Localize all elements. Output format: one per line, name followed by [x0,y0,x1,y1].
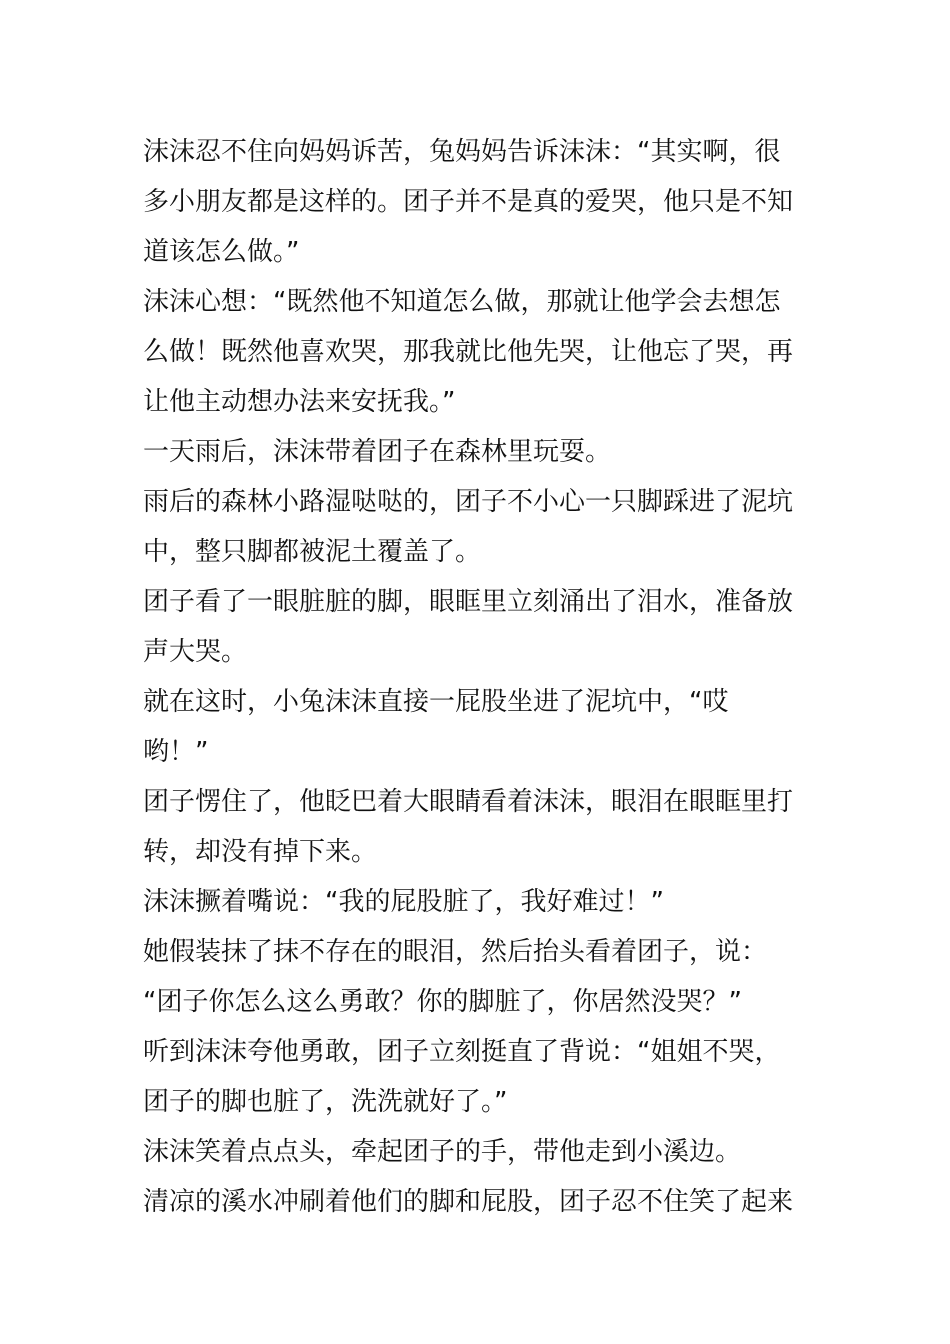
text-line: 道该怎么做。” [143,237,300,267]
text-line: 雨后的森林小路湿哒哒的，团子不小心一只脚踩进了泥坑 [143,487,794,517]
text-line: 沫沫笑着点点头，牵起团子的手，带他走到小溪边。 [143,1137,742,1167]
text-line: 就在这时，小兔沫沫直接一屁股坐进了泥坑中，“哎 [143,687,729,717]
text-line: 沫沫心想：“既然他不知道怎么做，那就让他学会去想怎 [143,287,781,317]
text-line: 沫沫撅着嘴说：“我的屁股脏了，我好难过！” [143,887,664,917]
text-line: 团子看了一眼脏脏的脚，眼眶里立刻涌出了泪水，准备放 [143,587,794,617]
text-line: 团子的脚也脏了，洗洗就好了。” [143,1087,508,1117]
text-line: “团子你怎么这么勇敢？你的脚脏了，你居然没哭？” [143,987,742,1017]
text-line: 沫沫忍不住向妈妈诉苦，兔妈妈告诉沫沫：“其实啊，很 [143,137,781,167]
text-line: 一天雨后，沫沫带着团子在森林里玩耍。 [143,437,612,467]
text-line: 团子愣住了，他眨巴着大眼睛看着沫沫，眼泪在眼眶里打 [143,787,794,817]
text-line: 声大哭。 [143,637,248,667]
text-line: 哟！” [143,737,209,767]
text-line: 清凉的溪水冲刷着他们的脚和屁股，团子忍不住笑了起来 [143,1187,794,1217]
text-line: 她假装抹了抹不存在的眼泪，然后抬头看着团子，说： [143,937,768,967]
text-line: 多小朋友都是这样的。团子并不是真的爱哭，他只是不知 [143,187,794,217]
text-line: 听到沫沫夸他勇敢，团子立刻挺直了背说：“姐姐不哭， [143,1037,781,1067]
story-text [143,127,807,1227]
text-line: 让他主动想办法来安抚我。” [143,387,456,417]
text-line: 转，却没有掉下来。 [143,837,378,867]
text-line: 么做！既然他喜欢哭，那我就比他先哭，让他忘了哭，再 [143,337,794,367]
text-line: 中，整只脚都被泥土覆盖了。 [143,537,482,567]
